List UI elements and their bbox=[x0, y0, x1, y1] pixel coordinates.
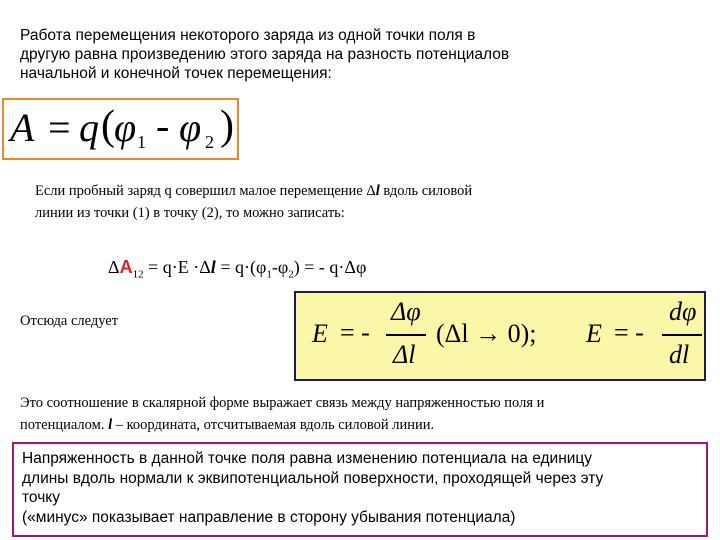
f3-eq-minus-2: = - bbox=[614, 318, 644, 347]
para2-line-2: линии из точки (1) в точку (2), то можно записать: bbox=[35, 205, 345, 221]
formula-phi-2: φ bbox=[179, 105, 202, 150]
f3-denominator-2: dl bbox=[669, 340, 690, 369]
work-formula-box bbox=[2, 98, 239, 160]
para3-text-a: потенциалом. bbox=[20, 417, 109, 433]
intro-line-1: Работа перемещения некоторого заряда из одной точки поля в bbox=[20, 27, 476, 44]
para2-text-a: Если пробный заряд q совершил малое перемещение bbox=[35, 183, 367, 199]
f2-part-2: = q·(φ bbox=[215, 257, 267, 277]
f3-numerator-1: Δφ bbox=[391, 297, 421, 326]
f3-eq-minus-1: = - bbox=[340, 318, 370, 347]
para2-text-b: вдоль силовой bbox=[379, 183, 473, 199]
definition-line-4: («минус» показывает направление в сторону убывания потенциала) bbox=[22, 508, 516, 526]
f2-sub-1: 1 bbox=[266, 268, 272, 281]
formula-work-symbol: A bbox=[10, 105, 35, 150]
f3-denominator-1: Δl bbox=[393, 340, 416, 369]
intro-line-3: начальной и конечной точек перемещения: bbox=[20, 65, 332, 82]
definition-line-2: длины вдоль нормали к эквипотенциальной поверхности, проходящей через эту bbox=[22, 469, 604, 487]
formula-minus: - bbox=[156, 103, 170, 148]
f3-fraction-line-2 bbox=[662, 334, 702, 336]
f3-numerator-2: dφ bbox=[669, 297, 697, 326]
f3-field-1: E bbox=[312, 319, 328, 348]
f3-condition: (Δl → 0); bbox=[436, 319, 537, 348]
formula-right-paren: ) bbox=[220, 103, 234, 149]
work-expansion-formula bbox=[108, 257, 366, 281]
intro-paragraph bbox=[20, 26, 620, 83]
f2-part-3: -φ bbox=[271, 257, 289, 277]
therefore-label: Отсюда следует bbox=[20, 313, 119, 329]
definition-box bbox=[12, 442, 708, 537]
f2-sub-12: 12 bbox=[132, 268, 144, 281]
para3-line-2 bbox=[20, 414, 700, 436]
f2-sub-2: 2 bbox=[288, 268, 294, 281]
small-displacement-paragraph bbox=[35, 180, 605, 224]
f2-part-1: = q·E ·Δ bbox=[143, 257, 211, 277]
f3-field-2: E bbox=[586, 319, 602, 348]
para3-l: l bbox=[108, 417, 113, 433]
f2-l: l bbox=[210, 257, 216, 277]
formula-phi-1: φ bbox=[114, 105, 137, 150]
intro-line-2: другую равна произведению этого заряда на разность потенциалов bbox=[20, 46, 510, 63]
definition-line-1: Напряженность в данной точке поля равна изменению потенциала на единицу bbox=[22, 450, 593, 467]
formula-left-paren: ( bbox=[101, 103, 115, 149]
para2-line-1 bbox=[35, 180, 605, 202]
f3-fraction-line-1 bbox=[386, 334, 426, 336]
f2-delta: Δ bbox=[108, 257, 120, 277]
para3-text-b: – координата, отсчитываемая вдоль силовой линии. bbox=[112, 417, 435, 433]
f2-part-4: ) = - q·Δφ bbox=[293, 257, 367, 277]
definition-line-3: точку bbox=[22, 489, 60, 506]
formula-sub-2: 2 bbox=[205, 132, 214, 152]
formula-charge: q bbox=[79, 105, 99, 150]
para2-delta: Δ bbox=[366, 183, 376, 199]
formula-sub-1: 1 bbox=[137, 132, 146, 152]
formula-equals: = bbox=[48, 105, 71, 150]
scalar-relation-paragraph bbox=[20, 392, 700, 436]
field-potential-formula-box bbox=[294, 291, 706, 381]
para2-l: l bbox=[375, 183, 380, 199]
f2-work-symbol: A bbox=[119, 257, 133, 277]
para3-line-1: Это соотношение в скалярной форме выражает связь между напряженностью поля и bbox=[20, 395, 545, 411]
